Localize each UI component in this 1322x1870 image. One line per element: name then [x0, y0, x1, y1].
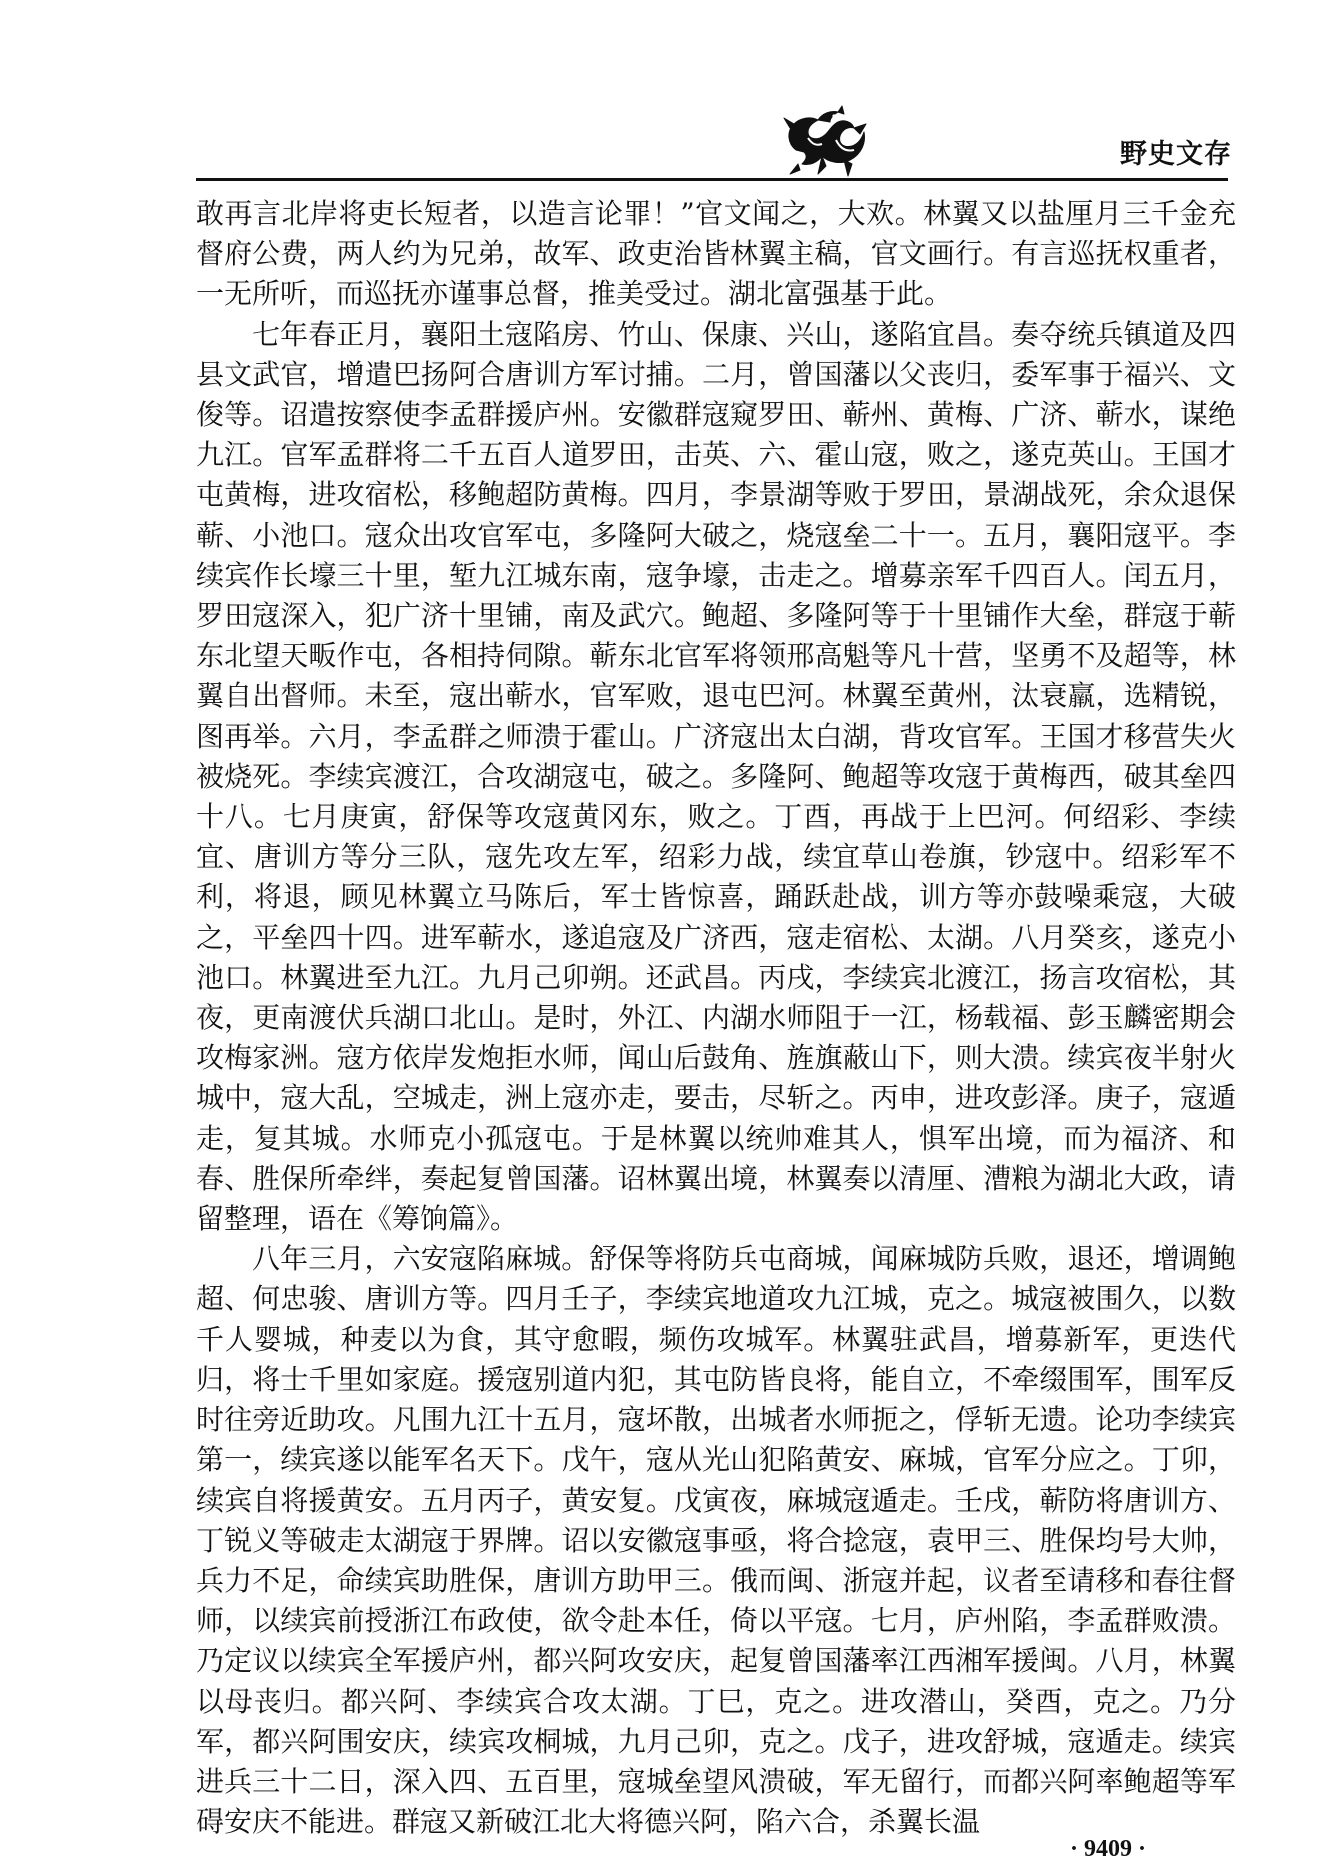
paragraph: 七年春正月，襄阳土寇陷房、竹山、保康、兴山，遂陷宜昌。奏夺统兵镇道及四县文武官，增遣巴扬阿合唐训方军讨捕。二月，曾国藩以父丧归，委军事于福兴、文俊等。诏遣按察使李孟群援庐州。安徽群寇窥罗田、蕲州、黄梅、广济、蕲水，谋绝九江。官军孟群将二千五百人道罗田，击英、六、霍山寇，败之，遂克英山。王国才屯黄梅，进攻宿松，移鲍超防黄梅。四月，李景湖等败于罗田，景湖战死，余众退保蕲、小池口。寇众出攻官军屯，多隆阿大破之，烧寇垒二十一。五月，襄阳寇平。李续宾作长壕三十里，堑九江城东南，寇争壕，击走之。增募亲军千四百人。闰五月，罗田寇深入，犯广济十里铺，南及武穴。鲍超、多隆阿等于十里铺作大垒，群寇于蕲东北望天畈作屯，各相持伺隙。蕲东北官军将领邢高魁等凡十营，坚勇不及超等，林翼自出督师。未至，寇出蕲水，官军败，退屯巴河。林翼至黄州，汰衰羸，选精锐，图再举。六月，李孟群之师溃于霍山。广济寇出太白湖，背攻官军。王国才移营失火被烧死。李续宾渡江，合攻湖寇屯，破之。多隆阿、鲍超等攻寇于黄梅西，破其垒四十八。七月庚寅，舒保等攻寇黄冈东，败之。丁酉，再战于上巴河。何绍彩、李续宜、唐训方等分三队，寇先攻左军，绍彩力战，续宜草山卷旗，钞寇中。绍彩军不利，将退，顾见林翼立马陈后，军士皆惊喜，踊跃赴战，训方等亦鼓噪乘寇，大破之，平垒四十四。进军蕲水，遂追寇及广济西，寇走宿松、太湖。八月癸亥，遂克小池口。林翼进至九江。九月己卯朔。还武昌。丙戌，李续宾北渡江，扬言攻宿松，其夜，更南渡伏兵湖口北山。是时，外江、内湖水师阻于一江，杨载福、彭玉麟密期会攻梅家洲。寇方依岸发炮拒水师，闻山后鼓角、旌旗蔽山下，则大溃。续宾夜半射火城中，寇大乱，空城走，洲上寇亦走，要击，尽斩之。丙申，进攻彭泽。庚子，寇遁走，复其城。水师克小孤寇屯。于是林翼以统帅难其人，惧军出境，而为福济、和春、胜保所牵绊，奏起复曾国藩。诏林翼出境，林翼奏以清厘、漕粮为湖北大政，请留整理，语在《筹饷篇》。 — [196, 317, 1236, 1236]
page-header — [0, 0, 1322, 185]
header-divider — [196, 178, 1228, 181]
paragraph: 敢再言北岸将吏长短者，以造言论罪！”官文闻之，大欢。林翼又以盐厘月三千金充督府公费，两人约为兄弟，故军、政吏治皆林翼主稿，官文画行。有言巡抚权重者，一无所听，而巡抚亦谨事总督，推美受过。湖北富强基于此。 — [196, 197, 1236, 311]
dragon-emblem-icon — [778, 104, 870, 178]
page-number: · 9409 · — [1070, 1836, 1147, 1862]
header-title: 野史文存 — [1120, 139, 1232, 170]
body-text — [196, 194, 1236, 1842]
paragraph: 八年三月，六安寇陷麻城。舒保等将防兵屯商城，闻麻城防兵败，退还，增调鲍超、何忠骏、唐训方等。四月壬子，李续宾地道攻九江城，克之。城寇被围久，以数千人婴城，种麦以为食，其守愈暇，频伤攻城军。林翼驻武昌，增募新军，更迭代归，将士千里如家庭。援寇别道内犯，其屯防皆良将，能自立，不牵缀围军，围军反时往旁近助攻。凡围九江十五月，寇坏散，出城者水师扼之，俘斩无遗。论功李续宾第一，续宾遂以能军名天下。戊午，寇从光山犯陷黄安、麻城，官军分应之。丁卯，续宾自将援黄安。五月丙子，黄安复。戊寅夜，麻城寇遁走。壬戌，蕲防将唐训方、丁锐义等破走太湖寇于界牌。诏以安徽寇事亟，将合捻寇，袁甲三、胜保均号大帅，兵力不足，命续宾助胜保，唐训方助甲三。俄而闽、浙寇并起，议者至请移和春往督师，以续宾前授浙江布政使，欲令赴本任，倚以平寇。七月，庐州陷，李孟群败溃。乃定议以续宾全军援庐州，都兴阿攻安庆，起复曾国藩率江西湘军援闽。八月，林翼以母丧归。都兴阿、李续宾合攻太湖。丁巳，克之。进攻潜山，癸酉，克之。乃分军，都兴阿围安庆，续宾攻桐城，九月己卯，克之。戊子，进攻舒城，寇遁走。续宾进兵三十二日，深入四、五百里，寇城垒望风溃破，军无留行，而都兴阿率鲍超等军碍安庆不能进。群寇又新破江北大将德兴阿，陷六合，杀翼长温 — [196, 1242, 1236, 1839]
